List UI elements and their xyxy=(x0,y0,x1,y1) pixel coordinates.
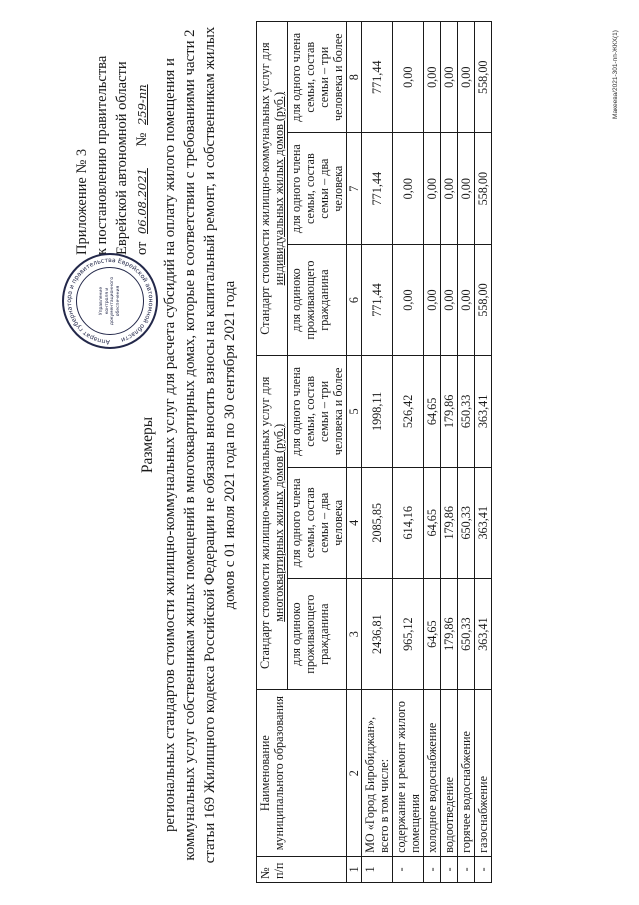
cell-value: 179,86 xyxy=(441,578,458,689)
cell-value: 0,00 xyxy=(424,133,441,244)
cell-value: 179,86 xyxy=(441,467,458,578)
cell-value: 650,33 xyxy=(458,467,475,578)
cell-value: 650,33 xyxy=(458,578,475,689)
number-prefix: № xyxy=(134,132,150,147)
cell-value: 965,12 xyxy=(393,578,424,689)
row-name: горячее водоснабжение xyxy=(458,690,475,857)
heading-title: Размеры xyxy=(139,416,156,474)
cell-value: 2085,85 xyxy=(362,467,393,578)
row-index: - xyxy=(458,856,475,882)
row-index: 1 xyxy=(362,856,393,882)
row-name: водоотведение xyxy=(441,690,458,857)
cell-value: 0,00 xyxy=(458,133,475,244)
row-index: - xyxy=(475,856,492,882)
cell-value: 771,44 xyxy=(362,244,393,355)
appendix-line-2: к постановлению правительства xyxy=(94,55,110,255)
header-name: Наименование муниципального образования xyxy=(257,690,347,857)
column-number: 6 xyxy=(347,244,362,355)
row-name: содержание и ремонт жилого помещения xyxy=(393,690,424,857)
header-sub: для одного члена семьи, состав семьи – два человека xyxy=(288,467,347,578)
row-index: - xyxy=(393,856,424,882)
cell-value: 363,41 xyxy=(475,356,492,467)
date-prefix: от xyxy=(134,241,150,255)
cell-value: 64,65 xyxy=(424,356,441,467)
cell-value: 64,65 xyxy=(424,467,441,578)
column-number: 7 xyxy=(347,133,362,244)
column-number: 3 xyxy=(347,578,362,689)
column-number-row xyxy=(347,22,362,883)
cell-value: 771,44 xyxy=(362,133,393,244)
cell-value: 0,00 xyxy=(441,133,458,244)
column-number: 4 xyxy=(347,467,362,578)
standards-table-wrap xyxy=(256,21,492,883)
group-house-text: Стандарт стоимости жилищно-коммунальных услуг для xyxy=(258,42,272,335)
cell-value: 0,00 xyxy=(393,22,424,133)
stamp-center-line: Управление xyxy=(99,286,104,316)
document-heading xyxy=(138,15,240,875)
cell-value: 771,44 xyxy=(362,22,393,133)
header-num: № п/п xyxy=(257,856,347,882)
cell-value: 558,00 xyxy=(475,22,492,133)
table-row xyxy=(458,22,475,883)
heading-body: региональных стандартов стоимости жилищно-коммунальных услуг для расчета субсидий на оплату жилого помещения и коммунальных услуг собственникам жилых помещений в многоквартирных домах, которые в соответствии с требованиями части 2 статьи 169 Жилищного кодекса Российской Федерации не обязаны вносить взносы на капитальный ремонт, и собственникам жилых домов с 01 июля 2021 года по 30 сентября 2021 года xyxy=(162,26,238,864)
standards-table xyxy=(256,21,492,883)
table-row xyxy=(362,22,393,883)
cell-value: 0,00 xyxy=(393,133,424,244)
group-apartment-underlined: многоквартирных жилых домов (руб.) xyxy=(272,423,286,622)
cell-value: 0,00 xyxy=(458,244,475,355)
header-row-1 xyxy=(257,22,288,883)
column-number: 1 xyxy=(347,856,362,882)
header-sub: для одного члена семьи, состав семьи – два человека xyxy=(288,133,347,244)
cell-value: 0,00 xyxy=(441,244,458,355)
row-index: - xyxy=(441,856,458,882)
header-group-house xyxy=(257,22,288,356)
svg-text:Аппарат губернатора и правител: Аппарат губернатора и правительства Еврейской автономной области xyxy=(65,256,155,346)
cell-value: 650,33 xyxy=(458,356,475,467)
stamp-center-line: документационного xyxy=(110,276,115,326)
cell-value: 0,00 xyxy=(458,22,475,133)
appendix-line-3: Еврейской автономной области xyxy=(114,61,130,255)
group-house-underlined: индивидуальных жилых домов (руб.) xyxy=(272,91,286,286)
document-footer-note: Макеева/2021-301-пп-ЖКХ(1) xyxy=(612,30,619,119)
row-name: холодное водоснабжение xyxy=(424,690,441,857)
stamp-center-line: контроля и xyxy=(104,287,110,315)
header-group-apartment xyxy=(257,356,288,690)
column-number: 5 xyxy=(347,356,362,467)
cell-value: 0,00 xyxy=(424,22,441,133)
table-row xyxy=(475,22,492,883)
cell-value: 558,00 xyxy=(475,244,492,355)
cell-value: 1998,11 xyxy=(362,356,393,467)
cell-value: 363,41 xyxy=(475,467,492,578)
cell-value: 0,00 xyxy=(424,244,441,355)
cell-value: 64,65 xyxy=(424,578,441,689)
cell-value: 558,00 xyxy=(475,133,492,244)
cell-value: 526,42 xyxy=(393,356,424,467)
row-name: МО «Город Биробиджан», всего в том числе: xyxy=(362,690,393,857)
row-index: - xyxy=(424,856,441,882)
handwritten-number: 259-пп xyxy=(135,84,149,126)
cell-value: 0,00 xyxy=(441,22,458,133)
table-row xyxy=(441,22,458,883)
cell-value: 2436,81 xyxy=(362,578,393,689)
row-name: газоснабжение xyxy=(475,690,492,857)
column-number: 2 xyxy=(347,690,362,857)
cell-value: 179,86 xyxy=(441,356,458,467)
header-sub: для одного члена семьи, состав семьи – три человека и более xyxy=(288,356,347,467)
cell-value: 614,16 xyxy=(393,467,424,578)
header-sub: для одиноко проживающего гражданина xyxy=(288,244,347,355)
handwritten-date: 06.08.2021 xyxy=(135,168,149,234)
header-sub: для одиноко проживающего гражданина xyxy=(288,578,347,689)
stamp-center-line: обеспечения xyxy=(115,285,121,317)
group-apartment-text: Стандарт стоимости жилищно-коммунальных услуг для xyxy=(258,376,272,669)
table-row xyxy=(393,22,424,883)
column-number: 8 xyxy=(347,22,362,133)
header-sub: для одного члена семьи, состав семьи – три человека и более xyxy=(288,22,347,133)
cell-value: 0,00 xyxy=(393,244,424,355)
cell-value: 363,41 xyxy=(475,578,492,689)
appendix-title: Приложение № 3 xyxy=(74,148,90,255)
table-row xyxy=(424,22,441,883)
table-body xyxy=(347,22,492,883)
